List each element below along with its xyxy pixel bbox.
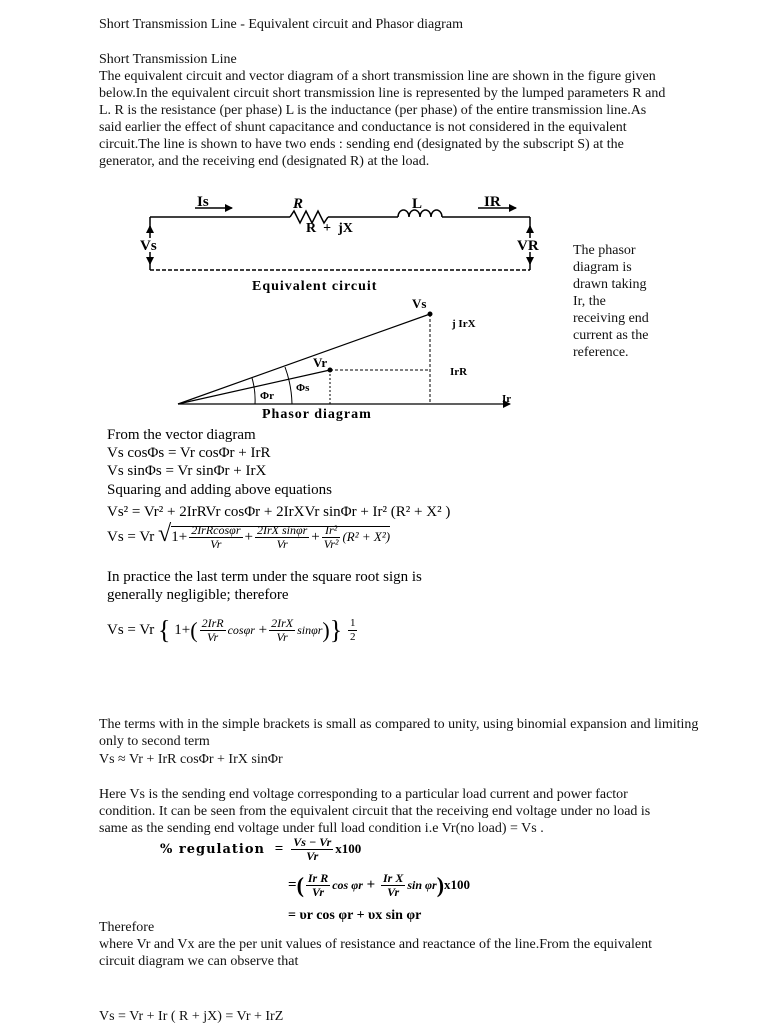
- regulation-line-3: = υr cos φr + υx sin φr: [288, 908, 422, 923]
- eq-2: Vs sinΦs = Vr sinΦr + IrX: [107, 463, 267, 479]
- phasor-label-irr: IrR: [450, 366, 468, 378]
- therefore-text: Therefore: [99, 920, 155, 935]
- label-ir-top: IR: [484, 194, 501, 210]
- section-heading: Short Transmission Line: [99, 52, 237, 67]
- reg-f1-den: Vr: [306, 849, 319, 863]
- regulation-line-2: =( $\frac{\text{Ir R}}{Vr}$ cos φr + $\frac{\text{Ir X}}{Vr}$ sin φr)x100: [288, 871, 471, 899]
- phasor-label-vs: Vs: [412, 296, 427, 311]
- reg-l2-a-num: Ir R: [307, 871, 329, 885]
- eq4-t1-den: Vr: [210, 537, 222, 551]
- reg-l2-b-tail: sin φr: [407, 877, 437, 892]
- sqrt-sign: √: [158, 520, 172, 547]
- eq-5: Vs = Vr { 1+( $\frac{\text{2IrR}}{Vr}$ cosφr + $\frac{\text{2IrX}}{Vr}$ sinφr)} $\frac{1}{2}$: [107, 615, 356, 645]
- final-equation: Vs = Vr + Ir ( R + jX) = Vr + IrZ: [99, 1009, 284, 1024]
- eq5-t1-num: 2IrR: [201, 616, 224, 630]
- reg-l2-a-tail: cos φr: [332, 877, 363, 892]
- circuit-figure: [0, 0, 768, 430]
- phasor-label-ir: Ir: [502, 393, 512, 405]
- eq-practice: In practice the last term under the square root sign is generally negligible; therefore: [107, 569, 422, 603]
- eq4-t1-num: 2IrRcosφr: [191, 523, 241, 537]
- reg-l2-b-den: Vr: [387, 885, 400, 899]
- eq4-t2-num: 2IrX sinφr: [256, 523, 308, 537]
- eq-from-vector: From the vector diagram: [107, 427, 256, 443]
- eq5-lhs: Vs = Vr: [107, 621, 155, 638]
- eq5-t2-den: Vr: [276, 630, 288, 644]
- eq5-t1-den: Vr: [207, 630, 219, 644]
- regulation-line-1: % regulation = $\frac{Vs - Vr}{Vr}$ x100: [160, 835, 362, 863]
- reg-x100-2: x100: [444, 876, 471, 892]
- eq4-lhs: Vs = Vr: [107, 528, 155, 545]
- phasor-side-note: The phasor diagram is drawn taking Ir, the receiving end current as the reference.: [573, 243, 649, 360]
- reg-f1-num: Vs − Vr: [293, 835, 332, 849]
- label-impedance: R + jX: [306, 221, 353, 236]
- label-vr: VR: [517, 238, 539, 254]
- eq5-t2-num: 2IrX: [271, 616, 294, 630]
- eq-3: Vs² = Vr² + 2IrRVr cosΦr + 2IrXVr sinΦr + Ir² (R² + X² ): [107, 504, 451, 520]
- reg-l2-b-num: Ir X: [382, 871, 404, 885]
- eq4-t3-num: Ir²: [322, 524, 341, 538]
- reg-x100-1: x100: [335, 840, 362, 856]
- eq4-t3-den: Vr²: [323, 537, 339, 551]
- phasor-label-vr: Vr: [313, 355, 328, 370]
- binomial-equation: Vs ≈ Vr + IrR cosΦr + IrX sinΦr: [99, 752, 283, 767]
- intro-paragraph: The equivalent circuit and vector diagram of a short transmission line are shown in the figure given below.In the equivalent circuit short transmission line is represented by the lumped parameters R and L. R is the resistance (per phase) L is the inductance (per phase) of the entire transmission line.As said earlier the effect of shunt capacitance and conductance is not considered in the equivalent circuit.The line is shown to have two ends : sending end (designated by the subscript S) at the generator, and the receiving end (designated R) at the load.: [99, 69, 666, 169]
- binomial-paragraph: The terms with in the simple brackets is small as compared to unity, using binomial expansion and limiting only to second term: [99, 717, 699, 749]
- eq-squaring: Squaring and adding above equations: [107, 482, 332, 498]
- eq4-t2-den: Vr: [276, 537, 288, 551]
- reg-l2-a-den: Vr: [312, 885, 325, 899]
- eq-1: Vs cosΦs = Vr cosΦr + IrR: [107, 445, 271, 461]
- eq4-t3-tail: (R² + X²): [342, 528, 391, 544]
- reg-label: % regulation: [160, 841, 265, 857]
- eq5-t1-tail: cosφr: [227, 622, 255, 637]
- per-unit-paragraph: where Vr and Vx are the per unit values of resistance and reactance of the line.From the equivalent circuit diagram we can observe that: [99, 937, 652, 969]
- phasor-label-phir: Φr: [260, 390, 275, 402]
- label-l: L: [412, 196, 423, 212]
- phasor-label-jirx: j IrX: [452, 318, 476, 330]
- label-r: R: [293, 196, 304, 212]
- eq-4: Vs = Vr √1+ $\frac{\text{2IrRcosφr}}{Vr}$ + $\frac{\text{2IrX sinφr}}{Vr}$ + $\frac{\text{Ir²}}{\text{Vr²}}$ (R² + X²): [107, 520, 391, 551]
- phasor-label-phis: Φs: [296, 382, 310, 394]
- page-title: Short Transmission Line - Equivalent circuit and Phasor diagram: [99, 17, 463, 32]
- regulation-paragraph: Here Vs is the sending end voltage corresponding to a particular load current and power factor condition. It can be seen from the equivalent circuit that the receiving end voltage under no load is same as the sending end voltage under full load condition i.e Vr(no load) = Vs .: [99, 787, 651, 836]
- eq5-exp-den: 2: [349, 631, 356, 643]
- circuit-caption: Equivalent circuit: [252, 279, 378, 294]
- eq5-exp-num: 1: [349, 617, 356, 629]
- label-is: Is: [197, 194, 209, 210]
- eq5-t2-tail: sinφr: [297, 622, 323, 637]
- label-vs: Vs: [140, 238, 157, 254]
- phasor-caption: Phasor diagram: [262, 407, 372, 422]
